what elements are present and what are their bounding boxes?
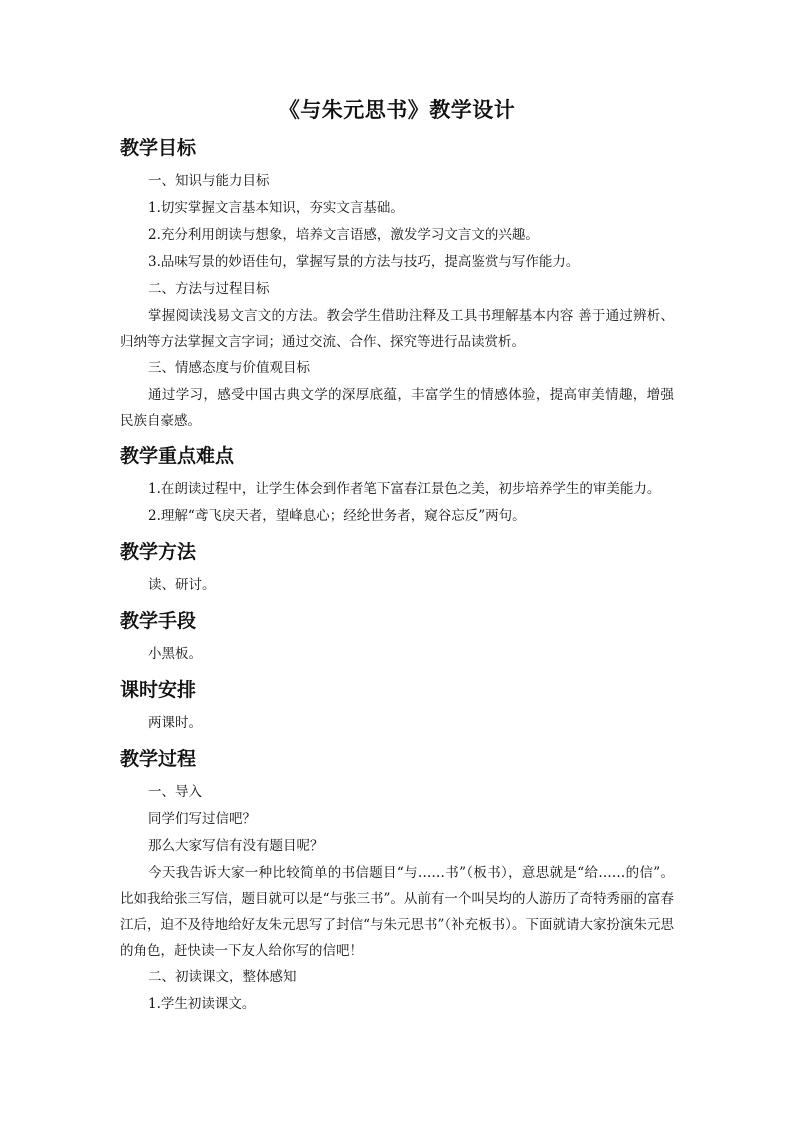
heading-key-points: 教学重点难点 — [120, 445, 235, 467]
paragraph: 3.品味写景的妙语佳句，掌握写景的方法与技巧，提高鉴赏与写作能力。 — [148, 254, 580, 270]
paragraph: 同学们写过信吧？ — [148, 811, 256, 827]
paragraph: 通过学习，感受中国古典文学的深厚底蕴，丰富学生的情感体验，提高审美情趣，增强民族自豪感。 — [120, 387, 674, 429]
paragraph: 1.学生初读课文。 — [148, 996, 256, 1012]
paragraph: 1.切实掌握文言基本知识，夯实文言基础。 — [148, 200, 404, 216]
paragraph: 两课时。 — [148, 715, 202, 731]
document-title: 《与朱元思书》教学设计 — [278, 97, 516, 122]
paragraph: 2.充分利用朗读与想象，培养文言语感，激发学习文言文的兴趣。 — [148, 227, 539, 243]
heading-tools: 教学手段 — [120, 610, 197, 632]
document-content — [120, 96, 674, 1018]
heading-methods: 教学方法 — [120, 541, 197, 563]
paragraph: 读、研讨。 — [148, 577, 216, 593]
heading-process: 教学过程 — [120, 748, 197, 770]
paragraph: 小黑板。 — [148, 646, 202, 662]
paragraph: 掌握阅读浅易文言文的方法。教会学生借助注释及工具书理解基本内容 善于通过辨析、归纳等方法掌握文言字词；通过交流、合作、探究等进行品读赏析。 — [120, 308, 674, 350]
paragraph: 1.在朗读过程中，让学生体会到作者笔下富春江景色之美，初步培养学生的审美能力。 — [148, 481, 661, 497]
paragraph: 那么大家写信有没有题目呢？ — [148, 838, 324, 854]
paragraph: 二、初读课文，整体感知 — [148, 969, 297, 985]
paragraph: 今天我告诉大家一种比较简单的书信题目“与……书”（板书），意思就是“给……的信”。比如我给张三写信，题目就可以是“与张三书”。从前有一个叫吴均的人游历了奇特秀丽的富春江后，迫不及待地给好友朱元思写了封信“与朱元思书”（补充板书）。下面就请大家扮演朱元思的角色，赶快读一下友人给你写的信吧！ — [120, 865, 674, 959]
heading-objectives: 教学目标 — [120, 137, 197, 159]
paragraph: 三、情感态度与价值观目标 — [148, 360, 310, 376]
paragraph: 2.理解“鸢飞戾天者，望峰息心；经纶世务者，窥谷忘反”两句。 — [148, 508, 526, 524]
heading-schedule: 课时安排 — [120, 679, 197, 701]
paragraph: 一、导入 — [148, 784, 202, 800]
paragraph: 二、方法与过程目标 — [148, 281, 270, 297]
paragraph: 一、知识与能力目标 — [148, 173, 270, 189]
